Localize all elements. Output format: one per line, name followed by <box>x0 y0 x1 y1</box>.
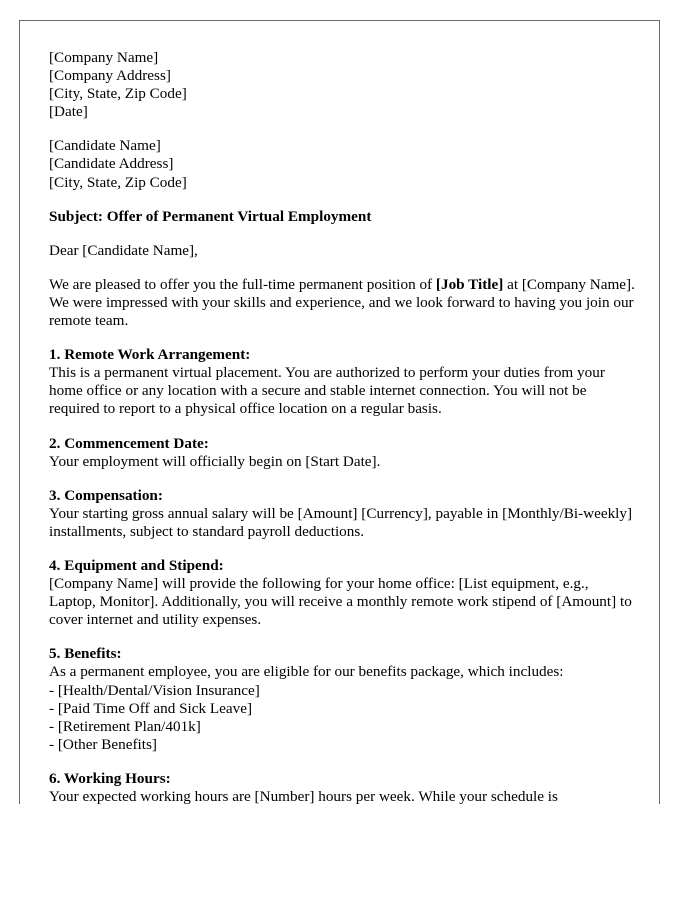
sender-block <box>49 49 639 121</box>
letter-date: [Date] <box>49 103 88 121</box>
section-body: [Company Name] will provide the following for your home office: [List equipment, e.g., Laptop, Monitor]. Additionally, you will receive a monthly remote work stipend of [Amount] to cover internet and utility expenses. <box>49 575 632 629</box>
section-compensation <box>49 487 639 541</box>
recipient-city-state-zip: [City, State, Zip Code] <box>49 173 187 191</box>
section-title: 2. Commencement Date: <box>49 434 209 452</box>
recipient-block <box>49 137 639 191</box>
section-commencement-date <box>49 435 639 471</box>
section-body: As a permanent employee, you are eligible for our benefits package, which includes: <box>49 663 564 681</box>
section-equipment-stipend <box>49 557 639 629</box>
subject-line <box>49 208 639 226</box>
intro-job-title: [Job Title] <box>435 275 504 293</box>
subject-text: Subject: Offer of Permanent Virtual Employment <box>49 207 372 225</box>
section-remote-work <box>49 346 639 418</box>
section-title: 1. Remote Work Arrangement: <box>49 346 251 364</box>
section-benefits <box>49 645 639 754</box>
section-working-hours <box>49 770 639 804</box>
recipient-name: [Candidate Name] <box>49 137 161 155</box>
greeting-text: Dear [Candidate Name], <box>49 241 198 259</box>
greeting <box>49 242 639 260</box>
intro-text-before: We are pleased to offer you the full-time permanent position of <box>49 275 436 293</box>
sender-company-name: [Company Name] <box>49 49 159 66</box>
section-title: 4. Equipment and Stipend: <box>49 556 224 574</box>
intro-paragraph <box>49 276 639 330</box>
section-body: This is a permanent virtual placement. You are authorized to perform your duties from your home office or any location with a secure and stable internet connection. You will not be required to report to a physical office location on a regular basis. <box>49 364 605 418</box>
section-title: 6. Working Hours: <box>49 769 171 787</box>
recipient-address: [Candidate Address] <box>49 155 174 173</box>
letter-page <box>19 20 660 804</box>
section-title: 3. Compensation: <box>49 486 163 504</box>
benefit-list-item: - [Paid Time Off and Sick Leave] <box>49 699 253 717</box>
section-title: 5. Benefits: <box>49 645 122 663</box>
section-body: Your employment will officially begin on [Start Date]. <box>49 452 381 470</box>
section-body: Your starting gross annual salary will be [Amount] [Currency], payable in [Monthly/Bi-weekly] installments, subject to standard payroll deductions. <box>49 504 633 540</box>
benefit-list-item: - [Other Benefits] <box>49 735 157 753</box>
sender-city-state-zip: [City, State, Zip Code] <box>49 85 187 103</box>
letter-content <box>49 49 639 804</box>
benefit-list-item: - [Retirement Plan/401k] <box>49 717 201 735</box>
sender-company-address: [Company Address] <box>49 67 171 85</box>
intro-text-after: at [Company Name]. We were impressed with your skills and experience, and we look forward to having you join our remote team. <box>49 275 635 330</box>
section-body: Your expected working hours are [Number] hours per week. While your schedule is <box>49 788 558 804</box>
benefit-list-item: - [Health/Dental/Vision Insurance] <box>49 681 260 699</box>
